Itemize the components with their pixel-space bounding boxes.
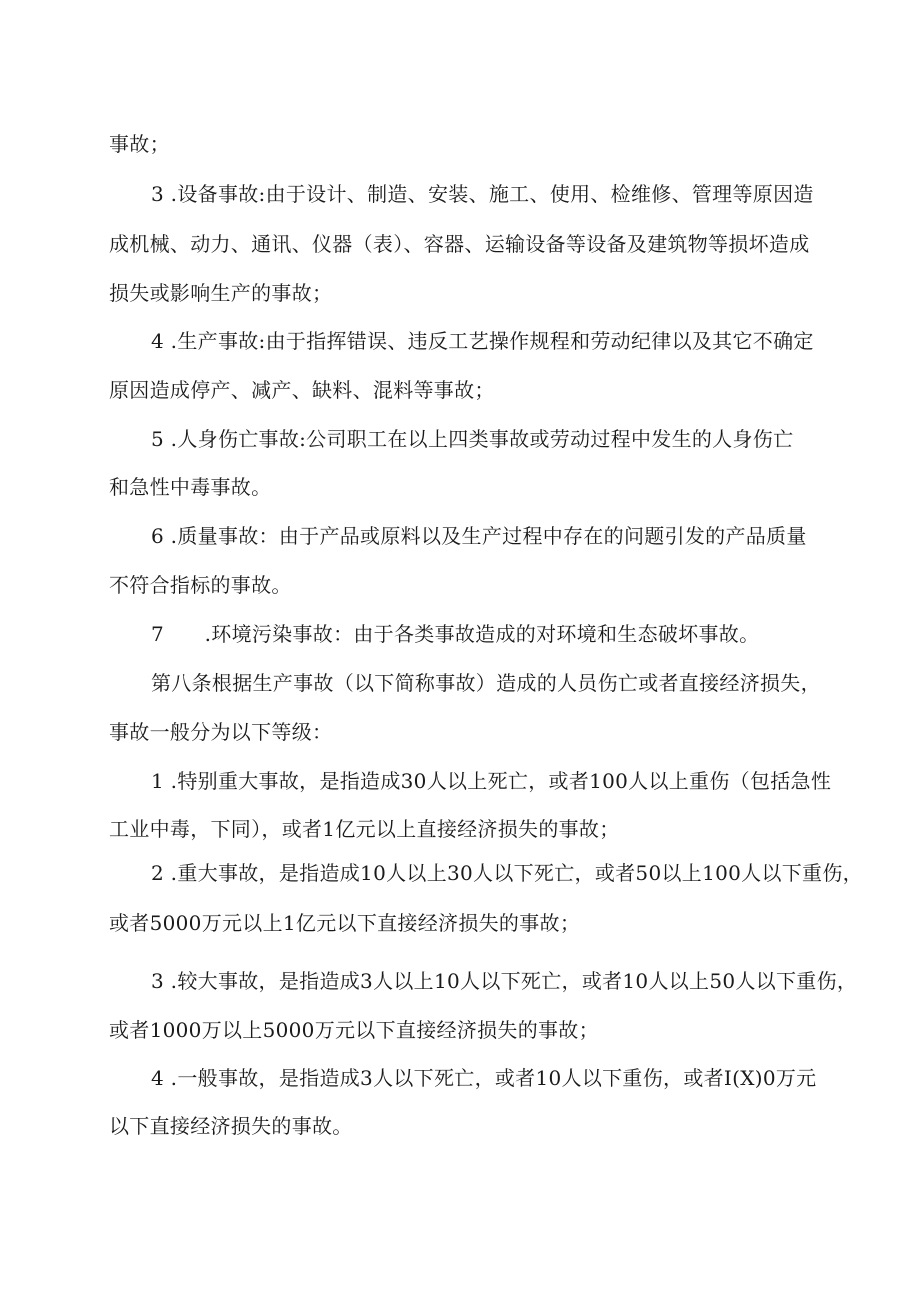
text-line: 6 .质量事故：由于产品或原料以及生产过程中存在的问题引发的产品质量: [151, 524, 807, 548]
text-line: 原因造成停产、减产、缺料、混料等事故；: [109, 378, 495, 402]
text-line: 2 .重大事故，是指造成10人以上30人以下死亡，或者50以上100人以下重伤，: [151, 861, 863, 885]
text-line: 不符合指标的事故。: [109, 573, 292, 597]
text-line: 或者5000万元以上1亿元以下直接经济损失的事故；: [109, 911, 581, 935]
text-line: 4 .一般事故，是指造成3人以下死亡，或者10人以下重伤，或者I(X)0万元: [151, 1066, 817, 1090]
text-line: 成机械、动力、通讯、仪器（表）、容器、运输设备等设备及建筑物等损坏造成: [109, 232, 810, 256]
text-line: 7 .环境污染事故：由于各类事故造成的对环境和生态破坏事故。: [151, 622, 760, 646]
text-line: 以下直接经济损失的事故。: [109, 1114, 353, 1138]
text-line: 或者1000万以上5000万元以下直接经济损失的事故；: [109, 1018, 599, 1042]
text-line: 损失或影响生产的事故；: [109, 281, 333, 305]
text-line: 和急性中毒事故。: [109, 475, 272, 499]
text-line: 1 .特别重大事故，是指造成30人以上死亡，或者100人以上重伤（包括急性: [151, 769, 832, 793]
text-line: 3 .较大事故，是指造成3人以上10人以下死亡，或者10人以上50人以下重伤，: [151, 969, 858, 993]
text-line: 事故一般分为以下等级：: [109, 720, 333, 744]
text-line: 工业中毒，下同），或者1亿元以上直接经济损失的事故；: [109, 817, 620, 841]
text-line: 第八条根据生产事故（以下简称事故）造成的人员伤亡或者直接经济损失，: [151, 671, 821, 695]
text-line: 5 .人身伤亡事故:公司职工在以上四类事故或劳动过程中发生的人身伤亡: [151, 427, 794, 451]
text-line: 事故；: [109, 132, 170, 156]
text-line: 4 .生产事故:由于指挥错误、违反工艺操作规程和劳动纪律以及其它不确定: [151, 329, 814, 353]
text-line: 3 .设备事故:由于设计、制造、安装、施工、使用、检维修、管理等原因造: [151, 182, 814, 206]
